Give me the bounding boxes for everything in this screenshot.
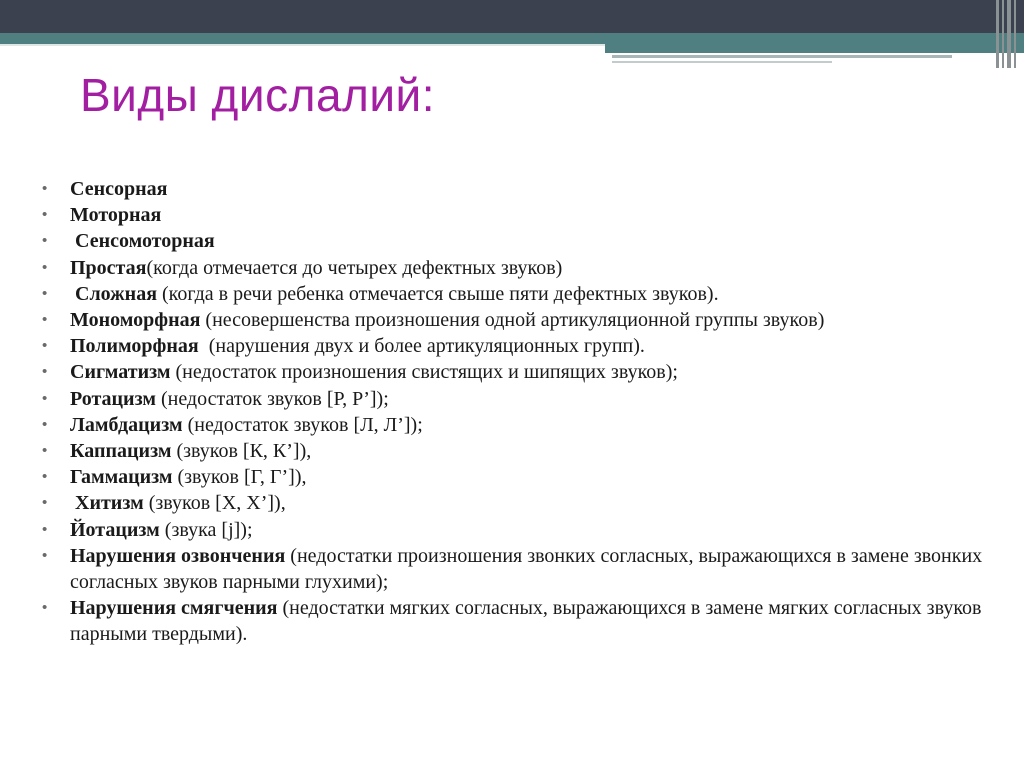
header-band-dark [0, 0, 1024, 33]
bullet-icon: • [42, 363, 48, 381]
list-item-term: Мономорфная [70, 309, 201, 332]
list-item [42, 386, 1022, 412]
list-item [42, 228, 1022, 254]
list-item [42, 176, 1022, 202]
list-item-term: Гаммацизм [70, 466, 173, 489]
list-item-desc: (недостатки произношения звонких согласных, выражающихся в замене звонких согласных звуков парными глухими); [70, 544, 983, 594]
bullet-icon: • [42, 520, 48, 538]
list-item-term: Сигматизм [70, 361, 171, 384]
list-item [42, 543, 1022, 595]
list-item [42, 281, 1022, 307]
bullet-icon: • [42, 232, 48, 250]
header-line-light [0, 44, 605, 46]
bullet-icon: • [42, 258, 48, 276]
bullet-icon: • [42, 337, 48, 355]
list-item-term: Сенсомоторная [70, 230, 215, 253]
list-item-term: Нарушения озвончения [70, 544, 286, 567]
list-item [42, 464, 1022, 490]
list-item-term: Йотацизм [70, 518, 160, 541]
slide-title: Виды дислалий: [80, 69, 436, 121]
header-band-teal-right [605, 44, 1024, 53]
list-item-desc: (звука [j]); [159, 518, 253, 541]
bullet-icon: • [42, 284, 48, 302]
list-item [42, 255, 1022, 281]
list-item-desc: (звуков [Х, Х’]), [143, 492, 286, 515]
list-item-term: Сенсорная [70, 178, 168, 200]
bullet-icon: • [42, 546, 48, 564]
list-item [42, 595, 1022, 647]
bullet-icon: • [42, 206, 48, 224]
list-item-desc: (недостаток звуков [Л, Л’]); [182, 413, 423, 436]
list-item [42, 517, 1022, 543]
list-item [42, 307, 1022, 333]
list-item-term: Ламбдацизм [70, 413, 183, 436]
list-item-term: Хитизм [70, 492, 144, 515]
list-item [42, 333, 1022, 359]
list-item [42, 359, 1022, 385]
list-item-term: Сложная [70, 282, 158, 305]
bullet-icon: • [42, 311, 48, 329]
header-line-grey [612, 55, 952, 58]
dyslalia-types-list [42, 176, 1022, 648]
list-item-term: Каппацизм [70, 440, 172, 463]
header-vertical-stripes [996, 0, 1020, 68]
bullet-icon: • [42, 442, 48, 460]
list-item-desc: (недостаток звуков [Р, Р’]); [155, 387, 389, 410]
list-item-desc: (когда отмечается до четырех дефектных звуков) [146, 256, 563, 279]
list-item-term: Полиморфная [70, 335, 199, 358]
list-item-desc: (несовершенства произношения одной артикуляционной группы звуков) [200, 309, 825, 332]
header-band-teal [0, 33, 1024, 44]
list-item [42, 202, 1022, 228]
list-item-desc: (когда в речи ребенка отмечается свыше пяти дефектных звуков). [157, 282, 719, 305]
list-item [42, 490, 1022, 516]
list-item-desc: (нарушения двух и более артикуляционных групп). [198, 335, 645, 358]
list-item [42, 438, 1022, 464]
bullet-icon: • [42, 415, 48, 433]
list-item-desc: (недостатки мягких согласных, выражающихся в замене мягких согласных звуков парными твердыми). [70, 597, 982, 646]
bullet-icon: • [42, 599, 48, 617]
bullet-icon: • [42, 494, 48, 512]
list-item-term: Нарушения смягчения [70, 597, 278, 620]
list-item [42, 412, 1022, 438]
header-line-grey-short [612, 61, 832, 63]
bullet-icon: • [42, 389, 48, 407]
bullet-icon: • [42, 180, 48, 197]
list-item-desc: (звуков [Г, Г’]), [172, 466, 307, 489]
bullet-icon: • [42, 468, 48, 486]
list-item-term: Простая [70, 256, 147, 279]
list-item-desc: (недостаток произношения свистящих и шипящих звуков); [170, 361, 678, 384]
list-item-term: Моторная [70, 204, 162, 227]
list-item-desc: (звуков [К, К’]), [171, 440, 312, 463]
list-item-term: Ротацизм [70, 387, 156, 410]
